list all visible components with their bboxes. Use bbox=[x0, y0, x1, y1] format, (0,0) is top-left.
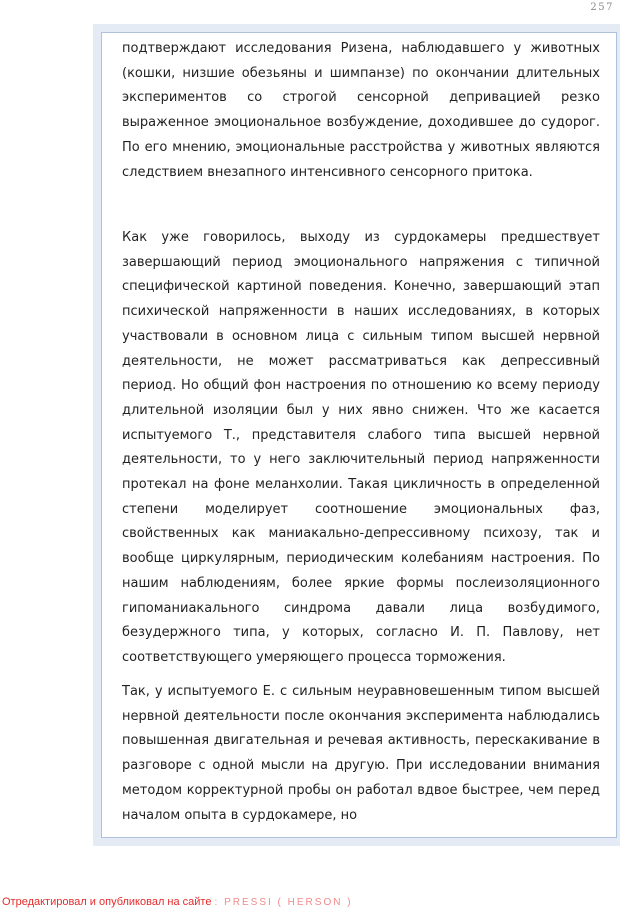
paragraph-1: подтверждают исследования Ризена, наблюдавшего у животных (кошки, низшие обезьяны и шимпанзе) по окончании длительных экспериментов со строгой сенсорной депривацией резко выраженное эмоциональное возбуждение, доходившее до судорог. По его мнению, эмоциональные расстройства у животных являются следствием внезапного интенсивного сенсорного притока. bbox=[122, 41, 600, 180]
text-box bbox=[101, 32, 617, 838]
paragraph-3: Так, у испытуемого Е. с сильным неуравновешенным типом высшей нервной деятельности после окончания эксперимента наблюдались повышенная двигательная и речевая активность, перескакивание в разговоре с одной мысли на другую. При исследовании внимания методом корректурной пробы он работал вдвое быстрее, чем перед началом опыта в сурдокамере, но bbox=[122, 684, 600, 823]
page-number: 257 bbox=[590, 2, 614, 13]
footer-brand-link[interactable]: : PRESSI ( HERSON ) bbox=[214, 897, 353, 908]
footer-credit: Отредактировал и опубликовал на сайте bbox=[2, 896, 212, 908]
footer bbox=[2, 896, 353, 908]
paragraph-2: Как уже говорилось, выходу из сурдокамеры предшествует завершающий период эмоционального напряжения с типичной специфической картиной поведения. Конечно, завершающий этап психической напряженности в наших исследованиях, в которых участвовали в основном лица с сильным типом высшей нервной деятельности, не может рассматриваться как депрессивный период. Но общий фон настроения по отношению ко всему периоду длительной изоляции был у них явно снижен. Что же касается испытуемого Т., представителя слабого типа высшей нервной деятельности, то у него заключительный период напряженности протекал на фоне меланхолии. Такая цикличность в определенной степени моделирует соотношение эмоциональных фаз, свойственных как маниакально-депрессивному психозу, так и вообще циркулярным, периодическим колебаниям настроения. По нашим наблюдениям, более яркие формы послеизоляционного гипоманиакального синдрома давали лица возбудимого, безудержного типа, у которых, согласно И. П. Павлову, нет соответствующего умеряющего процесса торможения. bbox=[122, 230, 600, 665]
